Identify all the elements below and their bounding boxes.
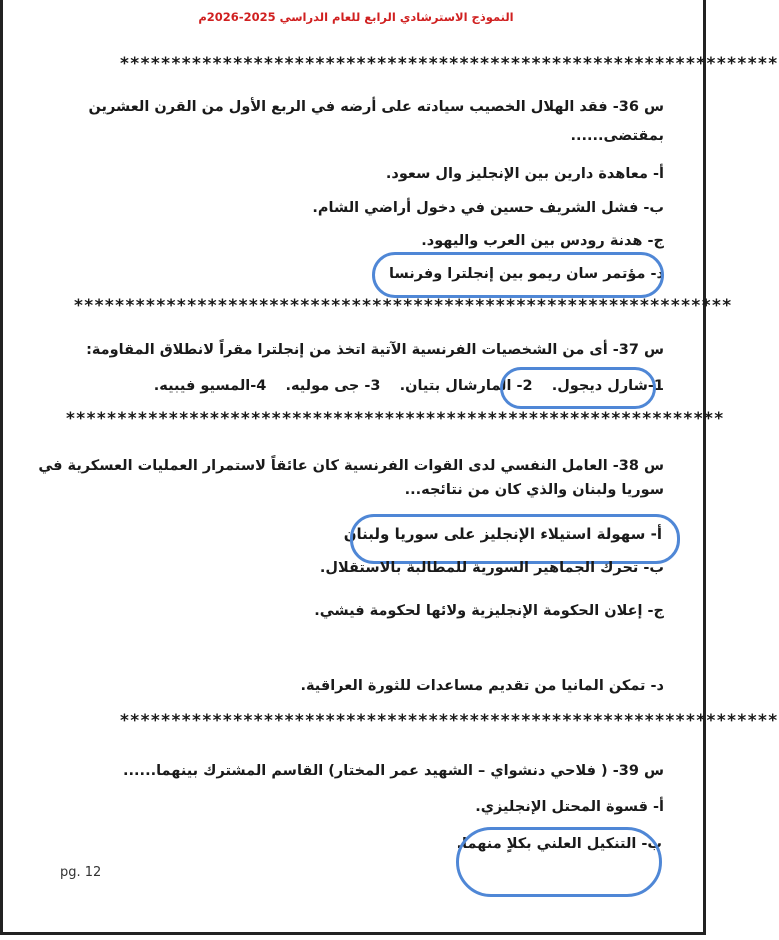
q39-question: س 39- ( فلاحي دنشواي – الشهيد عمر المختار) القاسم المشترك بينهما...... [123, 763, 664, 779]
q38-option-d: د- تمكن المانيا من تقديم مساعدات للثورة العراقية. [300, 678, 664, 694]
q37-question: س 37- أى من الشخصيات الفرنسية الآتية اتخذ من إنجلترا مقراً لانطلاق المقاومة: [86, 342, 664, 358]
page-header: النموذج الاسترشادي الرابع للعام الدراسي 2025-2026م [198, 10, 514, 24]
divider-stars: **************************************************************** [120, 711, 779, 731]
q36-question-line2: بمقتضى...... [570, 128, 664, 144]
q36-question-line1: س 36- فقد الهلال الخصيب سيادته على أرضه في الربع الأول من القرن العشرين [88, 99, 664, 115]
q36-option-c: ج- هدنة رودس بين العرب واليهود. [421, 233, 664, 249]
q36-option-d: د- مؤتمر سان ريمو بين إنجلترا وفرنسا [389, 266, 664, 282]
q37-option-4: 4-المسيو فيبيه. [153, 378, 267, 394]
q38-option-c: ج- إعلان الحكومة الإنجليزية ولائها لحكومة فيشي. [314, 603, 664, 619]
q36-option-b: ب- فشل الشريف حسين في دخول أراضي الشام. [312, 200, 664, 216]
divider-stars: **************************************************************** [66, 409, 725, 429]
q38-option-b: ب- تحرك الجماهير السورية للمطالبة بالاستقلال. [319, 560, 664, 576]
q39-option-a: أ- قسوة المحتل الإنجليزي. [475, 799, 664, 815]
divider-stars: **************************************************************** [120, 54, 779, 74]
answer-highlight-circle [500, 367, 656, 409]
q37-option-3: 3- جى موليه. [285, 378, 381, 394]
page-number: pg. 12 [60, 865, 102, 880]
answer-highlight-circle [456, 827, 662, 897]
q37-option-2: 2- المارشال بتيان. [399, 378, 533, 394]
q36-option-a: أ- معاهدة دارين بين الإنجليز وال سعود. [385, 166, 664, 182]
divider-stars: **************************************************************** [74, 296, 733, 316]
q38-option-a: أ- سهولة استيلاء الإنجليز على سوريا ولبنان [343, 525, 662, 543]
answer-highlight-circle [350, 514, 680, 564]
q39-option-b: ب- التنكيل العلني بكلاٍ منهما. [456, 836, 662, 852]
answer-highlight-circle [372, 252, 664, 298]
q38-question-line1: س 38- العامل النفسي لدى القوات الفرنسية كان عائقاً لاستمرار العمليات العسكرية في [38, 458, 664, 474]
q38-question-line2: سوريا ولبنان والذي كان من نتائجه... [404, 482, 664, 498]
q37-option-1: 1-شارل ديجول. [551, 378, 664, 394]
